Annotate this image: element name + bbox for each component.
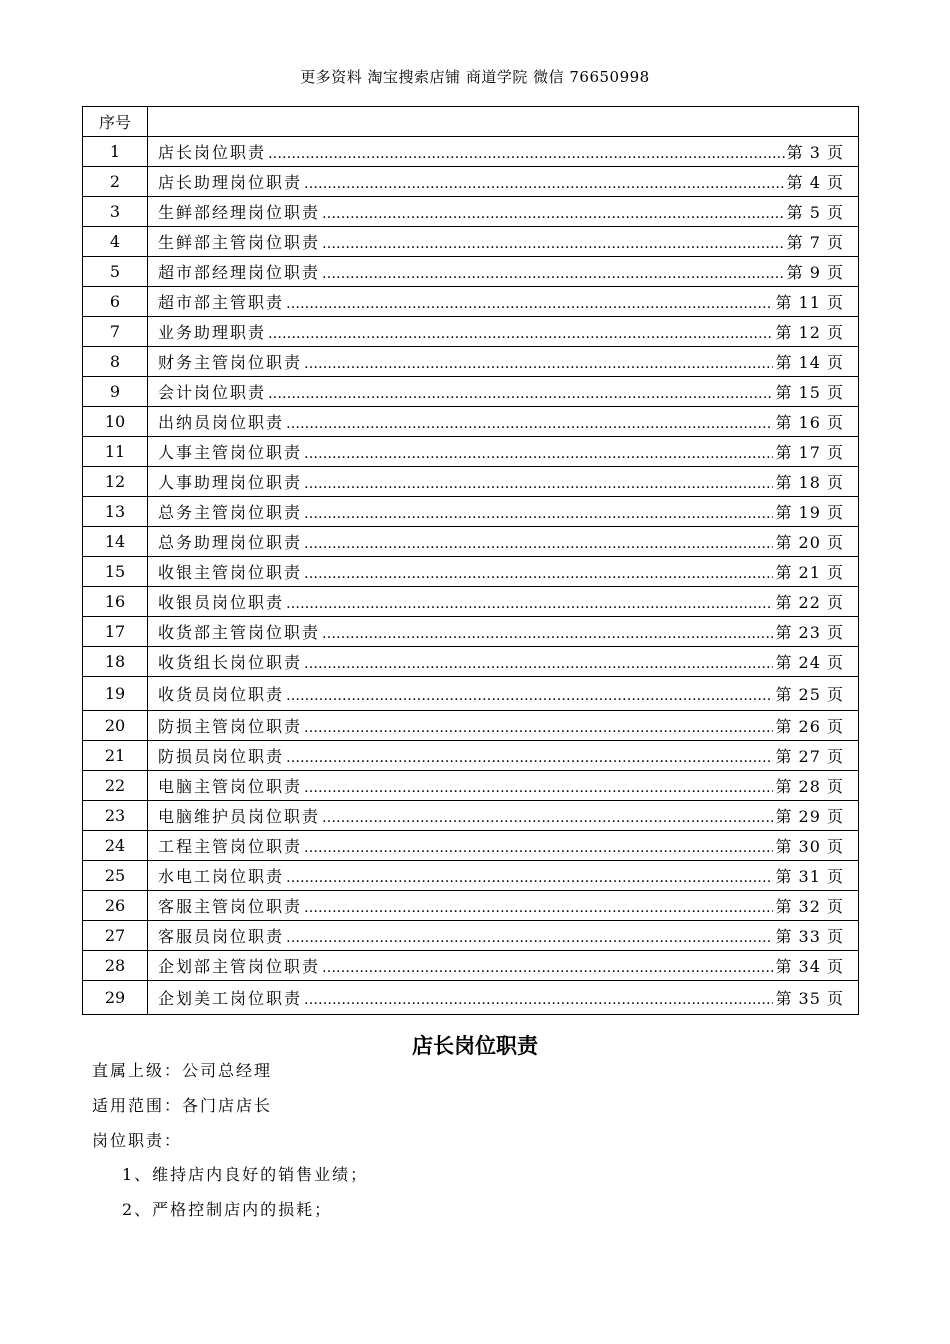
toc-row <box>83 437 859 467</box>
toc-entry <box>148 230 858 253</box>
toc-leader-dots <box>322 206 785 222</box>
toc-leader-dots <box>304 176 785 192</box>
toc-row-number: 20 <box>83 711 148 741</box>
toc-row-number: 14 <box>83 527 148 557</box>
toc-row-number: 8 <box>83 347 148 377</box>
toc-row-entry <box>148 287 859 317</box>
toc-entry <box>148 200 858 223</box>
toc-row-number: 21 <box>83 741 148 771</box>
toc-entry-title: 超市部主管职责 <box>158 293 285 312</box>
toc-entry <box>148 290 858 313</box>
toc-entry-page: 第 26 页 <box>775 717 844 736</box>
toc-leader-dots <box>286 750 773 766</box>
toc-row-number: 6 <box>83 287 148 317</box>
toc-entry-page: 第 4 页 <box>786 173 844 192</box>
duty-item: 2、严格控制店内的损耗； <box>122 1200 333 1219</box>
toc-entry <box>148 620 858 643</box>
toc-row-entry <box>148 891 859 921</box>
scope-line: 适用范围：各门店店长 <box>92 1096 273 1115</box>
toc-table <box>82 106 859 1015</box>
toc-row-entry <box>148 861 859 891</box>
toc-row <box>83 227 859 257</box>
toc-entry-title: 超市部经理岗位职责 <box>158 263 321 282</box>
toc-leader-dots <box>304 992 773 1008</box>
toc-row <box>83 197 859 227</box>
toc-entry-page: 第 24 页 <box>775 653 844 672</box>
toc-leader-dots <box>304 446 773 462</box>
toc-leader-dots <box>286 296 773 312</box>
toc-entry <box>148 894 858 917</box>
toc-entry <box>148 924 858 947</box>
toc-leader-dots <box>304 656 773 672</box>
toc-row-entry <box>148 617 859 647</box>
toc-entry-title: 客服主管岗位职责 <box>158 897 303 916</box>
toc-entry <box>148 590 858 613</box>
toc-row-entry <box>148 921 859 951</box>
toc-entry-title: 收货部主管岗位职责 <box>158 623 321 642</box>
toc-entry <box>148 714 858 737</box>
toc-entry-page: 第 31 页 <box>775 867 844 886</box>
toc-row <box>83 981 859 1015</box>
toc-entry-title: 收银员岗位职责 <box>158 593 285 612</box>
toc-row-entry <box>148 831 859 861</box>
toc-entry <box>148 864 858 887</box>
toc-row-entry <box>148 587 859 617</box>
toc-entry-title: 人事主管岗位职责 <box>158 443 303 462</box>
toc-row-entry <box>148 227 859 257</box>
toc-row-number: 15 <box>83 557 148 587</box>
toc-entry-page: 第 7 页 <box>786 233 844 252</box>
toc-entry-page: 第 30 页 <box>775 837 844 856</box>
toc-row-number: 28 <box>83 951 148 981</box>
toc-entry-page: 第 12 页 <box>775 323 844 342</box>
toc-row-number: 29 <box>83 981 148 1015</box>
toc-entry-page: 第 11 页 <box>775 293 844 312</box>
toc-leader-dots <box>304 566 773 582</box>
page-header: 更多资料 淘宝搜索店铺 商道学院 微信 76650998 <box>300 68 650 86</box>
toc-entry-page: 第 32 页 <box>775 897 844 916</box>
toc-row-number: 11 <box>83 437 148 467</box>
toc-row <box>83 741 859 771</box>
toc-leader-dots <box>322 236 785 252</box>
toc-row-entry <box>148 951 859 981</box>
toc-row <box>83 801 859 831</box>
toc-row-number: 25 <box>83 861 148 891</box>
toc-entry-page: 第 14 页 <box>775 353 844 372</box>
toc-entry-page: 第 3 页 <box>786 143 844 162</box>
toc-entry-page: 第 23 页 <box>775 623 844 642</box>
toc-row-entry <box>148 497 859 527</box>
toc-row-number: 5 <box>83 257 148 287</box>
toc-entry <box>148 774 858 797</box>
toc-entry-page: 第 18 页 <box>775 473 844 492</box>
toc-entry <box>148 650 858 673</box>
toc-entry-page: 第 22 页 <box>775 593 844 612</box>
toc-leader-dots <box>304 900 773 916</box>
toc-row-entry <box>148 711 859 741</box>
toc-entry-title: 防损员岗位职责 <box>158 747 285 766</box>
toc-entry-title: 收货组长岗位职责 <box>158 653 303 672</box>
toc-entry-page: 第 16 页 <box>775 413 844 432</box>
toc-row-number: 2 <box>83 167 148 197</box>
superior-line: 直属上级：公司总经理 <box>92 1061 273 1080</box>
duties-label: 岗位职责： <box>92 1131 183 1150</box>
toc-row-entry <box>148 197 859 227</box>
toc-entry <box>148 440 858 463</box>
toc-leader-dots <box>304 720 773 736</box>
toc-entry-page: 第 27 页 <box>775 747 844 766</box>
toc-row-entry <box>148 801 859 831</box>
toc-row-entry <box>148 317 859 347</box>
toc-entry-page: 第 28 页 <box>775 777 844 796</box>
toc-row-number: 17 <box>83 617 148 647</box>
section-title: 店长岗位职责 <box>412 1034 538 1058</box>
toc-row-entry <box>148 467 859 497</box>
toc-entry-title: 生鲜部经理岗位职责 <box>158 203 321 222</box>
toc-entry-title: 收银主管岗位职责 <box>158 563 303 582</box>
toc-entry-title: 电脑维护员岗位职责 <box>158 807 321 826</box>
toc-row-entry <box>148 167 859 197</box>
toc-entry-title: 水电工岗位职责 <box>158 867 285 886</box>
toc-row <box>83 317 859 347</box>
toc-entry-page: 第 21 页 <box>775 563 844 582</box>
toc-leader-dots <box>286 870 773 886</box>
toc-header-title <box>148 107 859 137</box>
toc-entry <box>148 260 858 283</box>
toc-row <box>83 557 859 587</box>
toc-entry-title: 出纳员岗位职责 <box>158 413 285 432</box>
toc-entry <box>148 350 858 373</box>
toc-entry-page: 第 34 页 <box>775 957 844 976</box>
toc-row-entry <box>148 557 859 587</box>
toc-entry <box>148 140 858 163</box>
toc-row-number: 7 <box>83 317 148 347</box>
toc-entry-title: 总务助理岗位职责 <box>158 533 303 552</box>
toc-entry-title: 业务助理职责 <box>158 323 267 342</box>
toc-leader-dots <box>268 386 773 402</box>
toc-row-number: 3 <box>83 197 148 227</box>
toc-entry <box>148 170 858 193</box>
toc-row <box>83 377 859 407</box>
toc-entry-title: 收货员岗位职责 <box>158 685 285 704</box>
toc-leader-dots <box>322 960 773 976</box>
toc-row <box>83 891 859 921</box>
toc-leader-dots <box>286 596 773 612</box>
toc-leader-dots <box>304 476 773 492</box>
toc-entry-page: 第 35 页 <box>775 989 844 1008</box>
toc-leader-dots <box>322 810 773 826</box>
toc-row-number: 22 <box>83 771 148 801</box>
toc-entry <box>148 500 858 523</box>
toc-row <box>83 137 859 167</box>
toc-entry <box>148 834 858 857</box>
toc-row-entry <box>148 647 859 677</box>
toc-row-entry <box>148 527 859 557</box>
duty-item: 1、维持店内良好的销售业绩； <box>122 1165 369 1184</box>
toc-entry-page: 第 5 页 <box>786 203 844 222</box>
toc-leader-dots <box>286 930 773 946</box>
toc-leader-dots <box>304 356 773 372</box>
toc-leader-dots <box>286 688 773 704</box>
toc-leader-dots <box>268 146 785 162</box>
toc-row-entry <box>148 677 859 711</box>
toc-entry <box>148 380 858 403</box>
toc-row <box>83 257 859 287</box>
toc-leader-dots <box>286 416 773 432</box>
toc-row <box>83 921 859 951</box>
toc-entry <box>148 986 858 1009</box>
toc-row-number: 23 <box>83 801 148 831</box>
toc-header-row <box>83 107 859 137</box>
toc-leader-dots <box>268 326 773 342</box>
toc-row <box>83 677 859 711</box>
toc-row <box>83 527 859 557</box>
toc-row-number: 16 <box>83 587 148 617</box>
toc-entry-page: 第 15 页 <box>775 383 844 402</box>
toc-entry-title: 人事助理岗位职责 <box>158 473 303 492</box>
toc-entry-title: 工程主管岗位职责 <box>158 837 303 856</box>
toc-row-entry <box>148 137 859 167</box>
toc-row <box>83 347 859 377</box>
toc-row <box>83 497 859 527</box>
toc-row <box>83 771 859 801</box>
toc-leader-dots <box>322 266 785 282</box>
toc-entry-title: 店长岗位职责 <box>158 143 267 162</box>
toc-row-entry <box>148 377 859 407</box>
toc-row-entry <box>148 407 859 437</box>
toc-row <box>83 647 859 677</box>
toc-row-entry <box>148 771 859 801</box>
toc-entry <box>148 410 858 433</box>
toc-entry <box>148 470 858 493</box>
toc-entry-title: 总务主管岗位职责 <box>158 503 303 522</box>
toc-leader-dots <box>304 506 773 522</box>
toc-entry-page: 第 9 页 <box>786 263 844 282</box>
toc-header-num: 序号 <box>83 107 148 137</box>
toc-entry <box>148 682 858 705</box>
toc-entry-page: 第 20 页 <box>775 533 844 552</box>
toc-entry <box>148 320 858 343</box>
toc-entry-page: 第 29 页 <box>775 807 844 826</box>
toc-row <box>83 951 859 981</box>
toc-leader-dots <box>304 840 773 856</box>
toc-leader-dots <box>304 780 773 796</box>
toc-entry <box>148 954 858 977</box>
toc-row-number: 9 <box>83 377 148 407</box>
toc-row <box>83 287 859 317</box>
toc-entry-title: 客服员岗位职责 <box>158 927 285 946</box>
toc-entry-page: 第 33 页 <box>775 927 844 946</box>
toc-row-number: 18 <box>83 647 148 677</box>
toc-row-number: 26 <box>83 891 148 921</box>
toc-entry-title: 电脑主管岗位职责 <box>158 777 303 796</box>
toc-entry-page: 第 25 页 <box>775 685 844 704</box>
toc-entry-title: 生鲜部主管岗位职责 <box>158 233 321 252</box>
toc-entry <box>148 560 858 583</box>
toc-row-number: 24 <box>83 831 148 861</box>
toc-entry-title: 财务主管岗位职责 <box>158 353 303 372</box>
toc-entry-page: 第 17 页 <box>775 443 844 462</box>
toc-entry-title: 会计岗位职责 <box>158 383 267 402</box>
toc-entry-title: 企划部主管岗位职责 <box>158 957 321 976</box>
toc-leader-dots <box>322 626 773 642</box>
toc-entry-title: 店长助理岗位职责 <box>158 173 303 192</box>
toc-row-entry <box>148 437 859 467</box>
toc-row <box>83 861 859 891</box>
toc-row-entry <box>148 347 859 377</box>
toc-row <box>83 617 859 647</box>
toc-entry <box>148 530 858 553</box>
toc-row <box>83 711 859 741</box>
toc-entry-title: 防损主管岗位职责 <box>158 717 303 736</box>
toc-entry-page: 第 19 页 <box>775 503 844 522</box>
toc-row-number: 27 <box>83 921 148 951</box>
toc-row <box>83 587 859 617</box>
toc-row-number: 19 <box>83 677 148 711</box>
toc-entry-title: 企划美工岗位职责 <box>158 989 303 1008</box>
toc-row <box>83 467 859 497</box>
toc-row-entry <box>148 257 859 287</box>
toc-row-number: 12 <box>83 467 148 497</box>
toc-leader-dots <box>304 536 773 552</box>
toc-row-number: 4 <box>83 227 148 257</box>
toc-row-number: 1 <box>83 137 148 167</box>
toc-row <box>83 167 859 197</box>
toc-row-number: 10 <box>83 407 148 437</box>
toc-row-number: 13 <box>83 497 148 527</box>
toc-row-entry <box>148 741 859 771</box>
toc-row <box>83 831 859 861</box>
toc-entry <box>148 804 858 827</box>
toc-entry <box>148 744 858 767</box>
toc-row <box>83 407 859 437</box>
toc-row-entry <box>148 981 859 1015</box>
